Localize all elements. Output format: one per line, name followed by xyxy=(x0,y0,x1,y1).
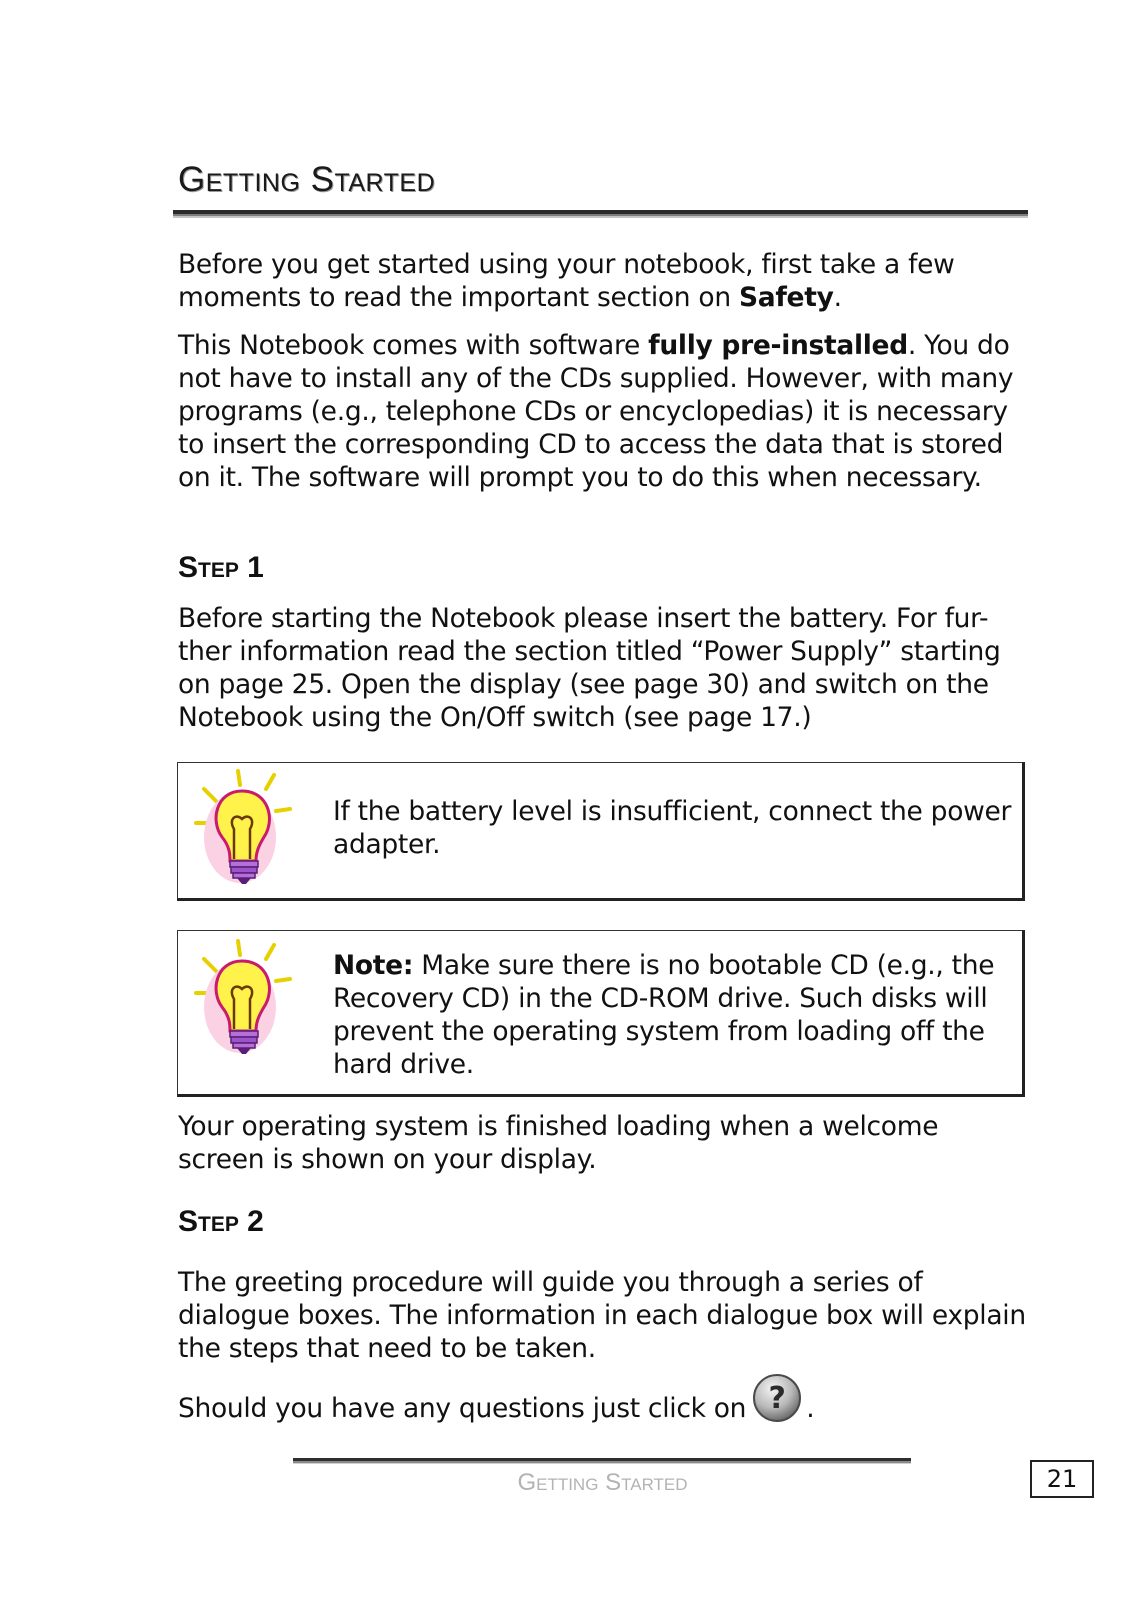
note-text: Make sure there is no bootable CD (e.g., the Recovery CD) in the CD-ROM drive. Such disks will prevent the operating system from loading off the hard drive. xyxy=(333,950,995,1080)
lightbulb-icon xyxy=(194,939,294,1057)
welcome-screen-paragraph: Your operating system is finished loading when a welcome screen is shown on your display. xyxy=(178,1111,939,1175)
step-1-heading: Step 1 xyxy=(178,551,264,584)
title-divider xyxy=(173,210,1028,218)
help-paragraph xyxy=(178,1373,1028,1425)
software-text: This Notebook comes with software xyxy=(178,330,649,361)
tip-bootable-cd-text xyxy=(333,949,1013,1081)
step-2-heading: Step 2 xyxy=(178,1205,264,1238)
note-label: Note: xyxy=(333,950,414,981)
intro-paragraph-software xyxy=(178,329,1028,494)
intro-text-end: . xyxy=(833,282,842,313)
intro-paragraph-safety xyxy=(178,248,1028,314)
help-text: Should you have any questions just click on xyxy=(178,1393,747,1424)
lightbulb-icon xyxy=(194,769,294,887)
help-question-icon[interactable] xyxy=(752,1373,802,1423)
step-1-paragraph: Before starting the Notebook please insert the battery. For fur-ther information read the section titled “Power Supply” starting on page 25. Open the display (see page 30) and switch on the Notebook using the On/Off switch (see page 17.) xyxy=(178,603,1001,733)
tip-battery-text: If the battery level is insufficient, connect the power adapter. xyxy=(333,796,1012,860)
tip-box-battery xyxy=(177,762,1025,901)
help-text-end: . xyxy=(806,1393,815,1424)
step-2-paragraph: The greeting procedure will guide you through a series of dialogue boxes. The information in each dialogue box will explain the steps that need to be taken. xyxy=(178,1267,1026,1364)
page-number: 21 xyxy=(1030,1460,1094,1498)
preinstalled-emphasis: fully pre-installed xyxy=(648,330,908,361)
safety-emphasis: Safety xyxy=(738,282,834,313)
footer-divider xyxy=(293,1458,911,1464)
intro-text: Before you get started using your notebook, first take a few moments to read the important section on xyxy=(178,249,955,313)
footer-title: Getting Started xyxy=(517,1469,688,1496)
software-text-end: . You do not have to install any of the CDs supplied. However, with many programs (e.g., telephone CDs or encyclopedias) it is necessary to insert the corresponding CD to access the data that is stored on it. The software will prompt you to do this when necessary. xyxy=(178,330,1014,493)
page-title: Getting Started xyxy=(178,160,436,199)
tip-box-bootable-cd xyxy=(177,930,1025,1097)
svg-text:?: ? xyxy=(768,1381,786,1416)
